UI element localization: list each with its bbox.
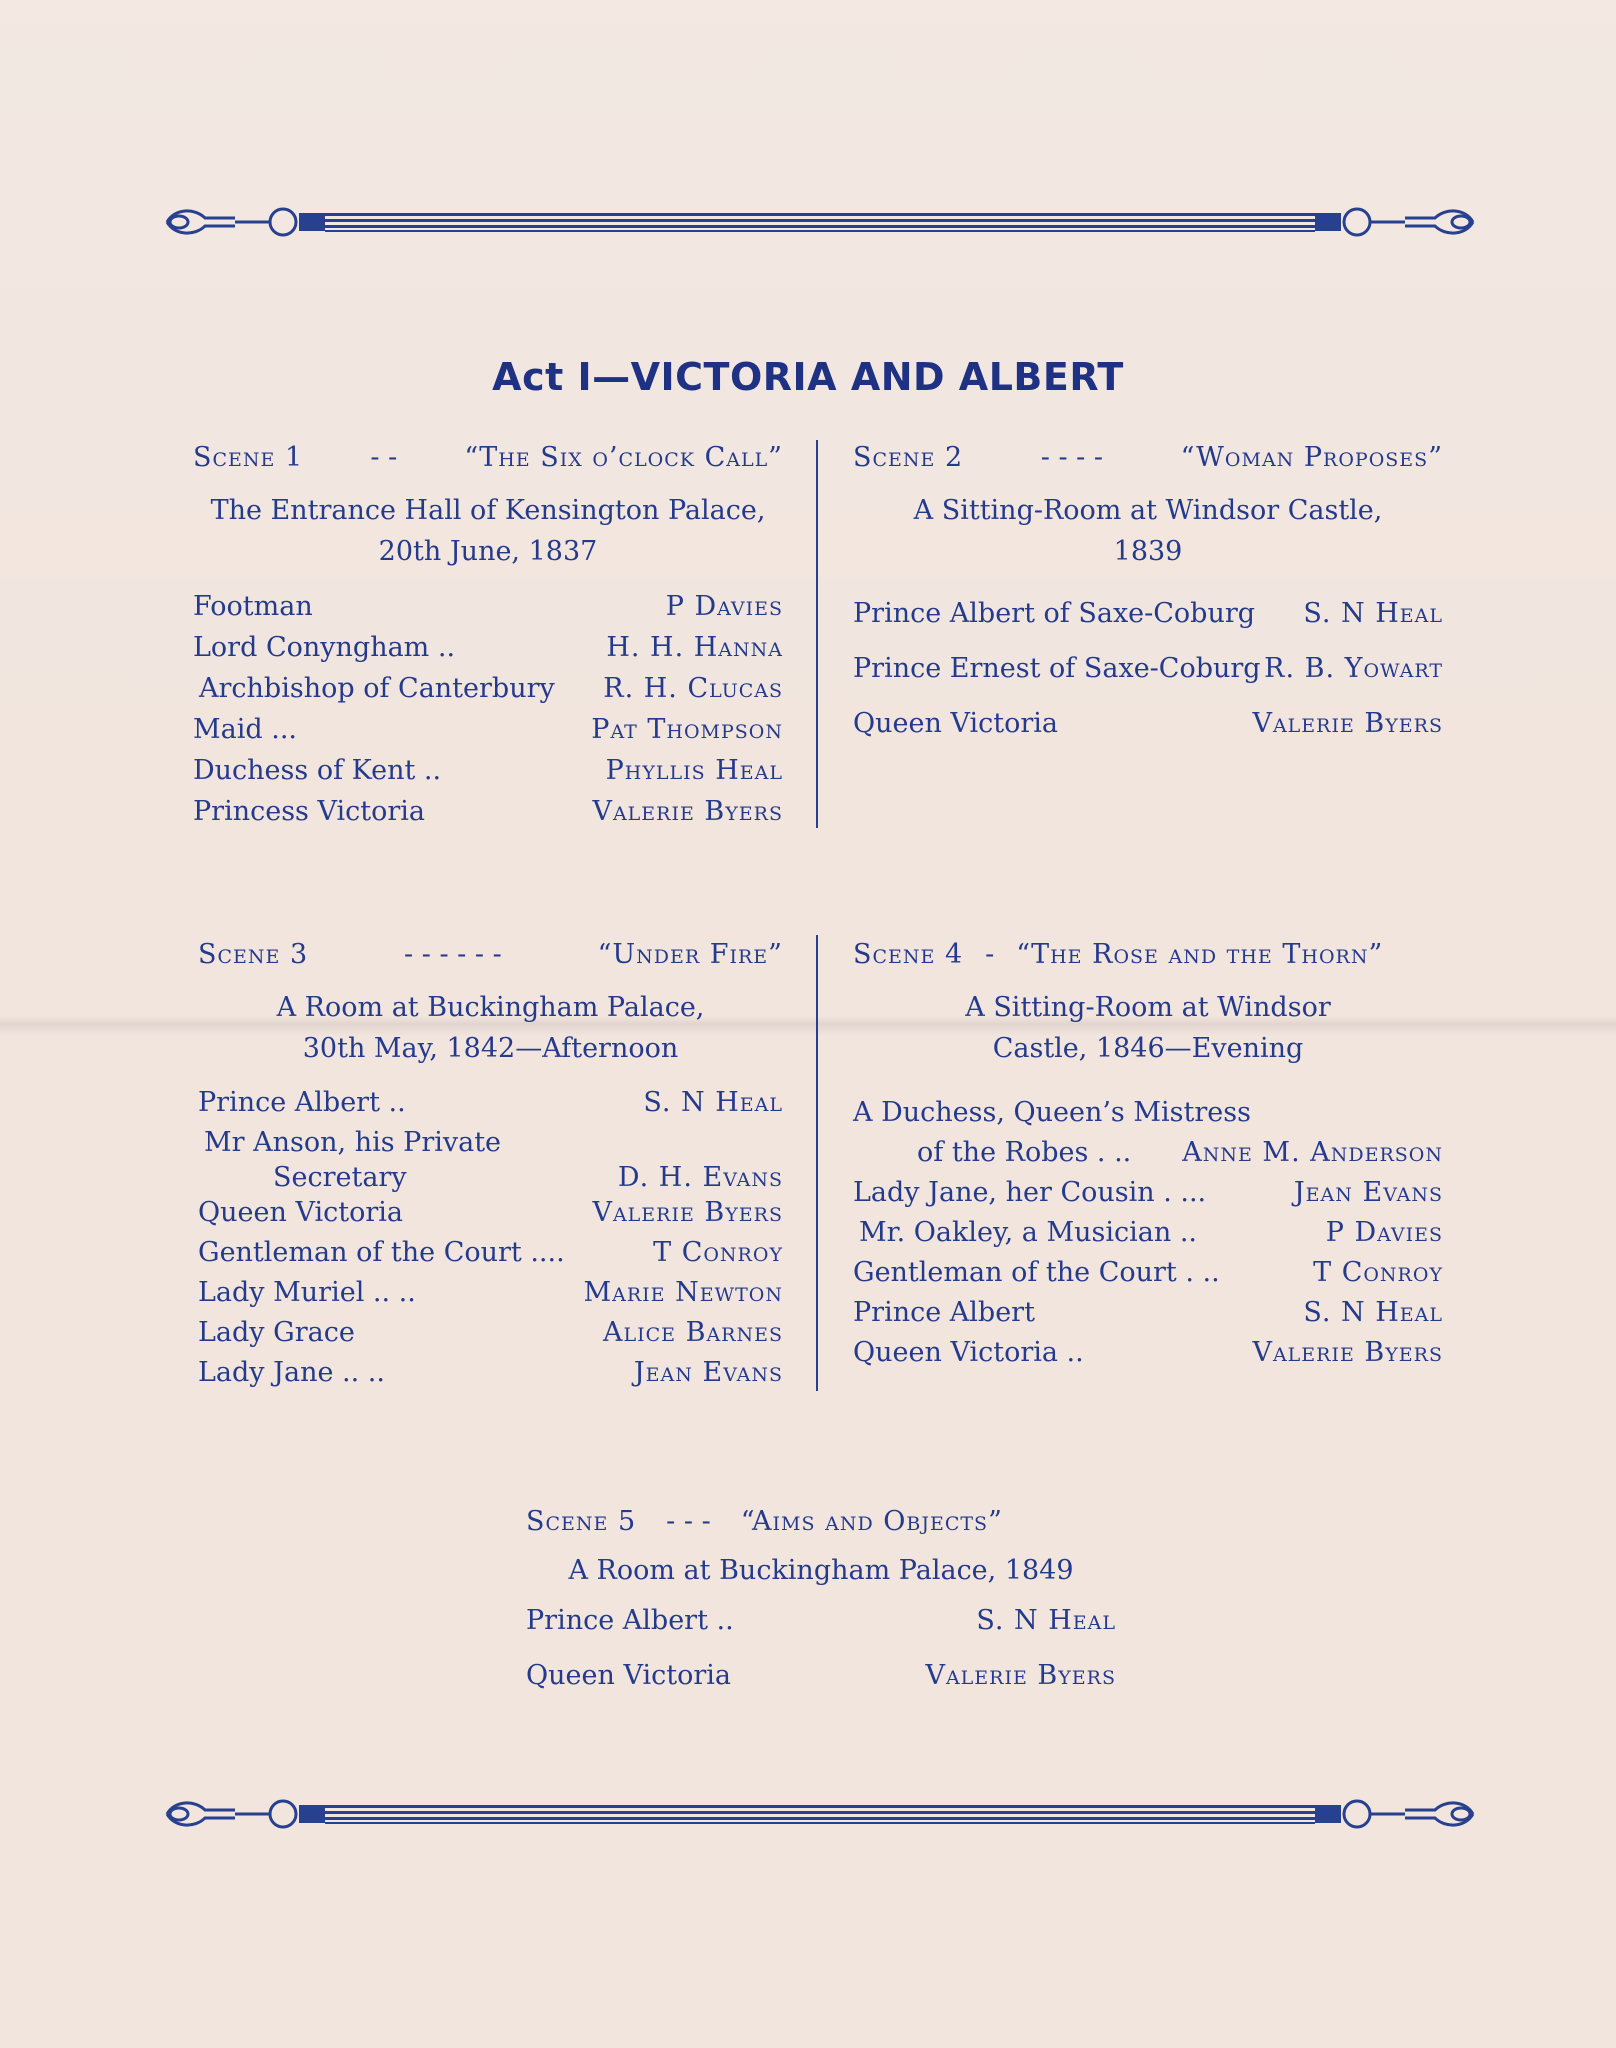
- scene-setting: A Room at Buckingham Palace, 1849: [568, 1555, 1074, 1586]
- cast-role: Queen Victoria ..: [853, 1337, 1084, 1368]
- scene-heading: [853, 935, 1443, 975]
- scene-title: “Under Fire”: [597, 939, 783, 970]
- cast-role: A Duchess, Queen’s Mistress: [853, 1097, 1251, 1128]
- scene-3-block: [198, 935, 783, 1393]
- cast-row: [853, 1333, 1443, 1373]
- scene-label: Scene 5: [526, 1506, 637, 1537]
- cast-actor: R. H. Clucas: [603, 673, 783, 704]
- cast-row: [198, 1163, 783, 1193]
- scene-setting: A Sitting-Room at Windsor Castle, 1839: [913, 495, 1383, 567]
- cast-row: [853, 641, 1443, 696]
- cast-actor: Pat Thompson: [591, 714, 783, 745]
- cast-role: Gentleman of the Court . ..: [853, 1257, 1220, 1288]
- cast-actor: Valerie Byers: [592, 796, 783, 827]
- cast-role: Lady Grace: [198, 1317, 355, 1348]
- scene-label: Scene 4: [853, 939, 964, 970]
- cast-row: [193, 791, 783, 832]
- cast-actor: D. H. Evans: [617, 1162, 783, 1193]
- cast-row: [853, 696, 1443, 751]
- cast-role: Prince Albert ..: [198, 1087, 406, 1118]
- cast-role: Queen Victoria: [198, 1197, 403, 1228]
- cast-role: Lady Jane .. ..: [198, 1357, 385, 1388]
- cast-actor: S. N Heal: [643, 1087, 783, 1118]
- cast-row: [853, 1213, 1443, 1253]
- cast-role: Lord Conyngham ..: [193, 632, 456, 663]
- scene-heading: [853, 438, 1443, 478]
- cast-actor: H. H. Hanna: [606, 632, 783, 663]
- cast-role: Footman: [193, 591, 313, 622]
- cast-row: [198, 1353, 783, 1393]
- cast-actor: T Conroy: [1313, 1257, 1443, 1288]
- cast-actor: Valerie Byers: [925, 1660, 1116, 1691]
- cast-actor: Jean Evans: [1293, 1177, 1443, 1208]
- cast-actor: Valerie Byers: [1252, 708, 1443, 739]
- act-title: Act I—VICTORIA AND ALBERT: [492, 355, 1124, 399]
- top-ornamental-rule: [165, 200, 1475, 244]
- cast-row: [193, 668, 783, 709]
- cast-actor: Alice Barnes: [603, 1317, 783, 1348]
- cast-role: Gentleman of the Court ....: [198, 1237, 565, 1268]
- cast-row: [853, 1253, 1443, 1293]
- cast-role: Prince Albert: [853, 1297, 1035, 1328]
- cast-role: Mr Anson, his Private: [204, 1127, 502, 1158]
- cast-role: Duchess of Kent ..: [193, 755, 442, 786]
- cast-row: [193, 586, 783, 627]
- cast-actor: P Davies: [1325, 1217, 1443, 1248]
- cast-actor: Anne M. Anderson: [1182, 1137, 1443, 1168]
- cast-role: Lady Jane, her Cousin . ...: [853, 1177, 1207, 1208]
- cast-row: [193, 750, 783, 791]
- cast-row: [853, 1173, 1443, 1213]
- scene-label: Scene 1: [193, 442, 304, 473]
- cast-row: [853, 1293, 1443, 1333]
- cast-row: [193, 627, 783, 668]
- cast-row: [198, 1193, 783, 1233]
- cast-actor: Valerie Byers: [1252, 1337, 1443, 1368]
- cast-row: [198, 1313, 783, 1353]
- scene-setting: A Room at Buckingham Palace, 30th May, 1842—Afternoon: [276, 992, 705, 1064]
- cast-role: Lady Muriel .. ..: [198, 1277, 416, 1308]
- column-divider-bottom: [816, 935, 818, 1391]
- cast-role: Prince Albert ..: [526, 1605, 734, 1636]
- scene-heading: [526, 1502, 1116, 1542]
- cast-actor: S. N Heal: [1303, 598, 1443, 629]
- cast-role: Archbishop of Canterbury: [199, 673, 555, 704]
- cast-actor: R. B. Yowart: [1264, 653, 1443, 684]
- cast-actor: Phyllis Heal: [605, 755, 783, 786]
- cast-actor: P Davies: [665, 591, 783, 622]
- cast-actor: Marie Newton: [583, 1277, 783, 1308]
- scene-heading: [193, 438, 783, 478]
- cast-actor: T Conroy: [653, 1237, 783, 1268]
- scene-title: “The Rose and the Thorn”: [1016, 939, 1384, 970]
- cast-row: [198, 1273, 783, 1313]
- scene-title: “Woman Proposes”: [1180, 442, 1443, 473]
- scene-title: “Aims and Objects”: [740, 1506, 1003, 1537]
- scene-dashes: - -: [370, 442, 398, 473]
- cast-row: [198, 1083, 783, 1123]
- scene-dashes: - - - -: [1040, 442, 1104, 473]
- scene-dashes: -: [985, 939, 995, 970]
- bottom-ornamental-rule: [165, 1792, 1475, 1836]
- scene-heading: [198, 935, 783, 975]
- cast-role: Queen Victoria: [853, 708, 1058, 739]
- cast-role: Prince Albert of Saxe-Coburg: [853, 598, 1256, 629]
- cast-row: [853, 586, 1443, 641]
- scene-dashes: - - -: [666, 1506, 711, 1537]
- cast-row: [526, 1648, 1116, 1703]
- cast-role: Secretary: [273, 1162, 407, 1193]
- scene-4-block: [853, 935, 1443, 1373]
- cast-row: [853, 1093, 1443, 1133]
- scene-label: Scene 3: [198, 939, 309, 970]
- cast-actor: Valerie Byers: [592, 1197, 783, 1228]
- cast-actor: Jean Evans: [633, 1357, 783, 1388]
- cast-role: Prince Ernest of Saxe-Coburg: [853, 653, 1261, 684]
- cast-actor: S. N Heal: [1303, 1297, 1443, 1328]
- scene-setting: The Entrance Hall of Kensington Palace, 20th June, 1837: [210, 495, 766, 567]
- scene-2-block: [853, 438, 1443, 751]
- cast-actor: S. N Heal: [976, 1605, 1116, 1636]
- scene-1-block: [193, 438, 783, 832]
- scene-title: “The Six o’clock Call”: [464, 442, 783, 473]
- cast-role: Princess Victoria: [193, 796, 426, 827]
- cast-row: [198, 1123, 783, 1163]
- cast-row: [198, 1233, 783, 1273]
- scene-5-block: [526, 1502, 1116, 1703]
- cast-role: of the Robes . ..: [917, 1137, 1132, 1168]
- cast-row: [526, 1593, 1116, 1648]
- scene-label: Scene 2: [853, 442, 964, 473]
- cast-role: Maid ...: [193, 714, 297, 745]
- cast-row: [853, 1133, 1443, 1173]
- cast-role: Mr. Oakley, a Musician ..: [859, 1217, 1197, 1248]
- scene-setting: A Sitting-Room at Windsor Castle, 1846—Evening: [965, 992, 1331, 1064]
- cast-role: Queen Victoria: [526, 1660, 731, 1691]
- column-divider-top: [816, 440, 818, 828]
- scene-dashes: - - - - - -: [404, 939, 502, 970]
- cast-row: [193, 709, 783, 750]
